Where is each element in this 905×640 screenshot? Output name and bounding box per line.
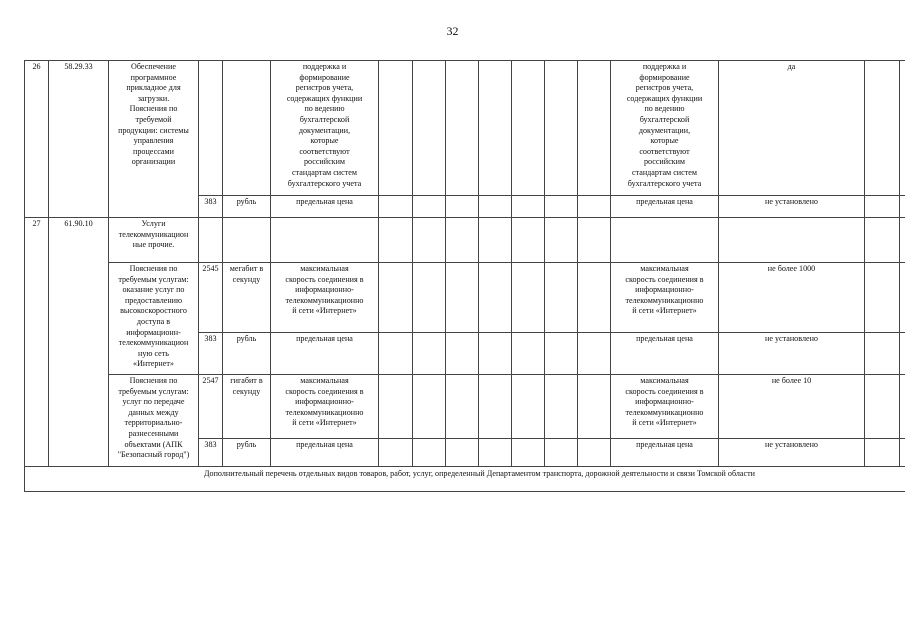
- characteristic: предельная цена: [271, 333, 379, 375]
- characteristic-value: не установлено: [719, 439, 865, 467]
- table-row-27: [25, 218, 905, 263]
- characteristic-approved: предельная цена: [611, 333, 719, 375]
- characteristic: предельная цена: [271, 196, 379, 218]
- okei-code: 2545: [199, 263, 223, 333]
- item-description: Пояснения по требуемым услугам: услуг по передаче данных между территориально- разнесенными объектами (АПК "Безопасный город"): [109, 375, 199, 467]
- okpd-code: 58.29.33: [49, 61, 109, 218]
- item-description: Пояснения по требуемым услугам: оказание услуг по предоставлению высокоскоростного доступа в информационн- телекоммуникацион ную сеть «Интернет»: [109, 263, 199, 375]
- section-caption: Дополнительный перечень отдельных видов товаров, работ, услуг, определенный Департаментом транспорта, дорожной деятельности и связи Томской области: [25, 467, 905, 492]
- unit-name: гигабит в секунду: [223, 375, 271, 439]
- procurement-table: [24, 60, 905, 492]
- characteristic-approved: поддержка и формирование регистров учета, содержащих функции по ведению бухгалтерской документации, которые соответствуют российским стандартам систем бухгалтерского учета: [611, 61, 719, 196]
- characteristic-approved: максимальная скорость соединения в информационно- телекоммуникационно й сети «Интернет»: [611, 375, 719, 439]
- characteristic-value: не установлено: [719, 333, 865, 375]
- characteristic-value: да: [719, 61, 865, 196]
- characteristic-approved: предельная цена: [611, 439, 719, 467]
- okpd-code: 61.90.10: [49, 218, 109, 467]
- okei-code: 2547: [199, 375, 223, 439]
- unit-name: рубль: [223, 196, 271, 218]
- characteristic-approved: максимальная скорость соединения в информационно- телекоммуникационно й сети «Интернет»: [611, 263, 719, 333]
- characteristic: максимальная скорость соединения в информационно- телекоммуникационно й сети «Интернет»: [271, 375, 379, 439]
- okei-code: 383: [199, 439, 223, 467]
- characteristic: поддержка и формирование регистров учета, содержащих функции по ведению бухгалтерской документации, которые соответствуют российским стандартам систем бухгалтерского учета: [271, 61, 379, 196]
- okei-code: 383: [199, 333, 223, 375]
- item-name: Обеспечение программное прикладное для загрузки. Пояснения по требуемой продукции: системы управления процессами организации: [109, 61, 199, 218]
- table-row-26: [25, 61, 905, 196]
- okei-code: 383: [199, 196, 223, 218]
- table-row-27-sub1: [25, 263, 905, 333]
- item-name: Услуги телекоммуникацион ные прочие.: [109, 218, 199, 263]
- characteristic-value: не более 1000: [719, 263, 865, 333]
- table-row-27-sub2: [25, 375, 905, 439]
- characteristic: предельная цена: [271, 439, 379, 467]
- characteristic: максимальная скорость соединения в информационно- телекоммуникационно й сети «Интернет»: [271, 263, 379, 333]
- unit-name: рубль: [223, 333, 271, 375]
- row-number: 27: [25, 218, 49, 467]
- characteristic-value: не более 10: [719, 375, 865, 439]
- table-footer-row: [25, 467, 905, 492]
- characteristic-value: не установлено: [719, 196, 865, 218]
- unit-name: рубль: [223, 439, 271, 467]
- row-number: 26: [25, 61, 49, 218]
- page-number: 32: [446, 24, 459, 38]
- characteristic-approved: предельная цена: [611, 196, 719, 218]
- unit-name: мегабит в секунду: [223, 263, 271, 333]
